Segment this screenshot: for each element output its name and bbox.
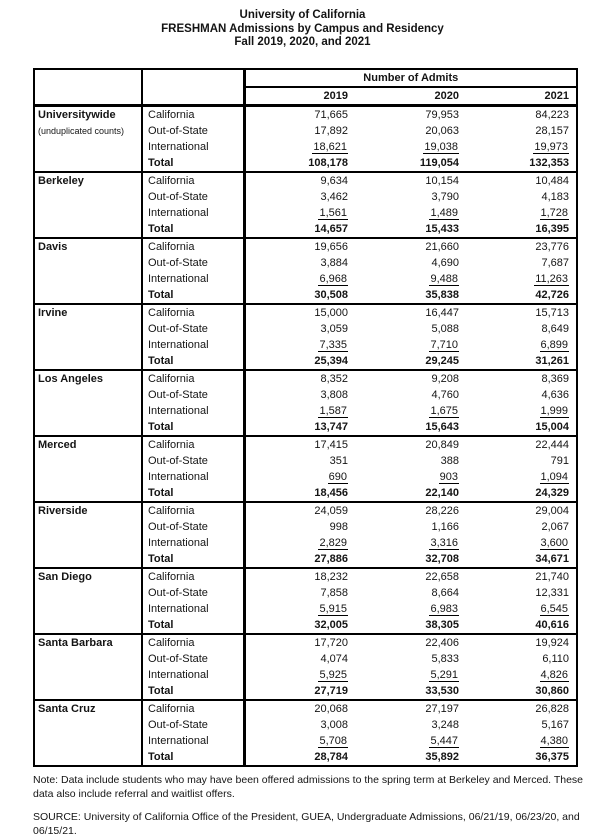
residency-label: Out-of-State: [142, 321, 244, 337]
value-cell: 388: [440, 454, 459, 467]
residency-label: Total: [142, 485, 244, 502]
residency-label: California: [142, 700, 244, 717]
value-cell: 33,530: [425, 684, 459, 697]
table-row: [34, 502, 577, 519]
residency-label: International: [142, 337, 244, 353]
residency-label: California: [142, 436, 244, 453]
value-cell: [466, 337, 577, 353]
underlined-value: 6,968: [319, 272, 347, 285]
value-cell: 18,456: [314, 486, 348, 499]
residency-label: Total: [142, 353, 244, 370]
table-row: [34, 568, 577, 585]
value-cell: 24,329: [535, 486, 570, 499]
value-cell: [466, 403, 577, 419]
value-cell: [355, 601, 466, 617]
value-cell: [244, 733, 355, 749]
underlined-value: 6,983: [430, 602, 458, 615]
campus-name: Berkeley: [38, 174, 84, 187]
residency-label: Total: [142, 287, 244, 304]
campus-name-cell: [34, 502, 142, 568]
campus-name-cell: [34, 370, 142, 436]
value-cell: 27,719: [314, 684, 348, 697]
residency-label: Total: [142, 419, 244, 436]
residency-label: California: [142, 304, 244, 321]
campus-section: [34, 238, 577, 304]
corner-cell-residency: [142, 69, 244, 106]
underlined-value: 4,826: [540, 668, 569, 681]
value-cell: 15,643: [425, 420, 459, 433]
residency-label: Out-of-State: [142, 651, 244, 667]
campus-section: [34, 172, 577, 238]
value-cell: 3,248: [431, 718, 459, 731]
residency-label: International: [142, 601, 244, 617]
value-cell: 3,884: [320, 256, 348, 269]
value-cell: 30,508: [314, 288, 348, 301]
underlined-value: 1,728: [540, 206, 569, 219]
table-header: [34, 69, 577, 106]
value-cell: 28,157: [535, 124, 570, 137]
value-cell: 3,462: [320, 190, 348, 203]
underlined-value: 7,710: [430, 338, 458, 351]
value-cell: 30,860: [535, 684, 570, 697]
campus-name-cell: [34, 700, 142, 766]
value-cell: 8,352: [320, 372, 348, 385]
value-cell: 23,776: [535, 240, 570, 253]
table-row: [34, 634, 577, 651]
value-cell: 6,110: [542, 652, 570, 665]
underlined-value: 19,038: [424, 140, 458, 153]
underlined-value: 3,316: [430, 536, 458, 549]
value-cell: 17,720: [314, 636, 348, 649]
value-cell: 132,353: [529, 156, 570, 169]
value-cell: 22,140: [425, 486, 459, 499]
value-cell: 28,226: [425, 504, 459, 517]
value-cell: 13,747: [314, 420, 348, 433]
campus-section: [34, 436, 577, 502]
table-row: [34, 436, 577, 453]
value-cell: [355, 733, 466, 749]
value-cell: [355, 337, 466, 353]
value-cell: [355, 139, 466, 155]
value-cell: 27,886: [314, 552, 348, 565]
value-cell: [355, 271, 466, 287]
value-cell: 40,616: [535, 618, 570, 631]
underlined-value: 5,447: [430, 734, 458, 747]
value-cell: 27,197: [425, 702, 459, 715]
value-cell: 22,444: [535, 438, 570, 451]
value-cell: [244, 271, 355, 287]
residency-label: California: [142, 370, 244, 387]
admits-table-wrapper: [33, 68, 605, 767]
residency-label: California: [142, 105, 244, 123]
value-cell: [355, 469, 466, 485]
value-cell: 32,708: [425, 552, 459, 565]
value-cell: 3,790: [431, 190, 459, 203]
document-title-block: [0, 0, 605, 50]
year-header-2019: 2019: [323, 89, 348, 102]
campus-name: Davis: [38, 240, 68, 253]
underlined-value: 5,915: [319, 602, 347, 615]
underlined-value: 1,587: [319, 404, 347, 417]
value-cell: 36,375: [535, 750, 570, 763]
value-cell: 29,004: [535, 504, 570, 517]
year-header-2020: 2020: [434, 89, 459, 102]
value-cell: 4,690: [431, 256, 459, 269]
value-cell: 35,892: [425, 750, 459, 763]
residency-label: California: [142, 172, 244, 189]
campus-name-cell: [34, 304, 142, 370]
value-cell: 15,713: [535, 306, 570, 319]
value-cell: 15,004: [535, 420, 570, 433]
campus-name-cell: [34, 436, 142, 502]
value-cell: 35,838: [425, 288, 459, 301]
residency-label: Total: [142, 221, 244, 238]
value-cell: 25,394: [314, 354, 348, 367]
residency-label: California: [142, 568, 244, 585]
campus-note: (unduplicated counts): [38, 125, 125, 136]
value-cell: 42,726: [535, 288, 570, 301]
residency-label: International: [142, 205, 244, 221]
campus-name: Irvine: [38, 306, 68, 319]
residency-label: International: [142, 667, 244, 683]
value-cell: 4,074: [320, 652, 348, 665]
value-cell: 119,054: [419, 156, 459, 169]
residency-label: Total: [142, 749, 244, 766]
underlined-value: 690: [328, 470, 347, 483]
value-cell: [355, 535, 466, 551]
value-cell: 31,261: [535, 354, 570, 367]
value-cell: 32,005: [314, 618, 348, 631]
underlined-value: 5,925: [319, 668, 347, 681]
value-cell: [244, 139, 355, 155]
value-cell: 108,178: [308, 156, 348, 169]
residency-label: Total: [142, 617, 244, 634]
title-line-2: FRESHMAN Admissions by Campus and Residency: [161, 22, 444, 35]
campus-name: Merced: [38, 438, 77, 451]
underlined-value: 4,380: [540, 734, 569, 747]
campus-name: Los Angeles: [38, 372, 103, 385]
value-cell: 20,849: [425, 438, 459, 451]
underlined-value: 1,094: [540, 470, 569, 483]
value-cell: 9,208: [431, 372, 459, 385]
value-cell: 22,658: [425, 570, 459, 583]
value-cell: 7,858: [320, 586, 348, 599]
table-row: [34, 172, 577, 189]
value-cell: 3,008: [320, 718, 348, 731]
source-text: SOURCE: University of California Office of the President, GUEA, Undergraduate Admissions, 06/21/19, 06/23/20, and 06/15/21.: [33, 810, 580, 837]
residency-label: California: [142, 238, 244, 255]
value-cell: [466, 667, 577, 683]
value-cell: 24,059: [314, 504, 348, 517]
residency-label: Out-of-State: [142, 189, 244, 205]
campus-section: [34, 304, 577, 370]
value-cell: 19,924: [535, 636, 570, 649]
campus-name-cell: [34, 634, 142, 700]
residency-label: International: [142, 469, 244, 485]
footnotes: [33, 773, 589, 838]
value-cell: 21,660: [425, 240, 459, 253]
value-cell: [244, 403, 355, 419]
residency-label: Out-of-State: [142, 519, 244, 535]
campus-section: [34, 568, 577, 634]
residency-label: International: [142, 271, 244, 287]
value-cell: 8,649: [541, 322, 570, 335]
value-cell: 351: [329, 454, 348, 467]
residency-label: Out-of-State: [142, 585, 244, 601]
campus-section: [34, 700, 577, 766]
residency-label: Total: [142, 683, 244, 700]
value-cell: [466, 271, 577, 287]
table-row: [34, 304, 577, 321]
value-cell: 79,953: [425, 108, 459, 121]
value-cell: [355, 403, 466, 419]
residency-label: Total: [142, 551, 244, 568]
value-cell: 16,395: [535, 222, 570, 235]
underlined-value: 6,899: [540, 338, 569, 351]
value-cell: [244, 337, 355, 353]
value-cell: 18,232: [314, 570, 348, 583]
underlined-value: 1,561: [319, 206, 347, 219]
value-cell: 12,331: [535, 586, 570, 599]
value-cell: 2,067: [541, 520, 570, 533]
campus-section: [34, 105, 577, 172]
value-cell: 10,154: [425, 174, 459, 187]
residency-label: Out-of-State: [142, 387, 244, 403]
campus-name-cell: [34, 238, 142, 304]
value-cell: 8,369: [541, 372, 570, 385]
underlined-value: 2,829: [319, 536, 347, 549]
residency-label: International: [142, 403, 244, 419]
campus-section: [34, 502, 577, 568]
value-cell: 10,484: [535, 174, 570, 187]
value-cell: 17,415: [314, 438, 348, 451]
group-header-cell: Number of Admits: [244, 69, 577, 87]
campus-section: [34, 634, 577, 700]
table-row: [34, 238, 577, 255]
table-row: [34, 105, 577, 123]
value-cell: 5,833: [431, 652, 459, 665]
value-cell: 15,000: [314, 306, 348, 319]
value-cell: 4,636: [541, 388, 570, 401]
title-line-1: University of California: [239, 9, 366, 21]
value-cell: 20,068: [314, 702, 348, 715]
value-cell: 3,808: [320, 388, 348, 401]
value-cell: 20,063: [425, 124, 459, 137]
year-header-2021: 2021: [544, 89, 570, 102]
value-cell: 38,305: [425, 618, 459, 631]
value-cell: [244, 535, 355, 551]
campus-name: Santa Cruz: [38, 702, 96, 715]
campus-name: Riverside: [38, 504, 88, 517]
value-cell: 3,059: [320, 322, 348, 335]
campus-name: Universitywide: [38, 108, 116, 121]
residency-label: California: [142, 502, 244, 519]
value-cell: 998: [329, 520, 348, 533]
value-cell: 22,406: [425, 636, 459, 649]
value-cell: 7,687: [541, 256, 570, 269]
residency-label: California: [142, 634, 244, 651]
value-cell: 17,892: [314, 124, 348, 137]
value-cell: 21,740: [535, 570, 570, 583]
value-cell: [355, 205, 466, 221]
value-cell: [466, 535, 577, 551]
value-cell: [244, 205, 355, 221]
value-cell: 791: [550, 454, 570, 467]
underlined-value: 1,489: [430, 206, 458, 219]
campus-name: Santa Barbara: [38, 636, 113, 649]
residency-label: Out-of-State: [142, 123, 244, 139]
value-cell: [466, 139, 577, 155]
value-cell: 26,828: [535, 702, 570, 715]
residency-label: Out-of-State: [142, 453, 244, 469]
corner-cell-campus: [34, 69, 142, 106]
value-cell: 5,088: [431, 322, 459, 335]
campus-section: [34, 370, 577, 436]
campus-name-cell: [34, 568, 142, 634]
table-row: [34, 700, 577, 717]
value-cell: 8,664: [431, 586, 459, 599]
campus-name-cell: [34, 172, 142, 238]
value-cell: 28,784: [314, 750, 348, 763]
value-cell: 15,433: [425, 222, 459, 235]
value-cell: 29,245: [425, 354, 459, 367]
underlined-value: 9,488: [430, 272, 458, 285]
underlined-value: 5,291: [430, 668, 458, 681]
underlined-value: 7,335: [319, 338, 347, 351]
underlined-value: 5,708: [319, 734, 347, 747]
admits-table: [33, 68, 578, 767]
value-cell: [466, 601, 577, 617]
value-cell: 5,167: [541, 718, 570, 731]
value-cell: 19,656: [314, 240, 348, 253]
residency-label: Total: [142, 155, 244, 172]
underlined-value: 903: [439, 470, 458, 483]
value-cell: [466, 469, 577, 485]
value-cell: 34,671: [535, 552, 570, 565]
value-cell: [466, 733, 577, 749]
title-line-3: Fall 2019, 2020, and 2021: [234, 36, 371, 48]
value-cell: [244, 667, 355, 683]
residency-label: International: [142, 535, 244, 551]
value-cell: 14,657: [314, 222, 348, 235]
campus-name: San Diego: [38, 570, 92, 583]
underlined-value: 11,263: [535, 272, 569, 285]
underlined-value: 19,973: [534, 140, 569, 153]
value-cell: 16,447: [425, 306, 459, 319]
residency-label: International: [142, 733, 244, 749]
value-cell: 4,760: [431, 388, 459, 401]
value-cell: 1,166: [431, 520, 459, 533]
residency-label: Out-of-State: [142, 717, 244, 733]
value-cell: [466, 205, 577, 221]
value-cell: 9,634: [320, 174, 348, 187]
campus-name-cell: [34, 105, 142, 172]
residency-label: International: [142, 139, 244, 155]
value-cell: 71,665: [314, 108, 348, 121]
residency-label: Out-of-State: [142, 255, 244, 271]
value-cell: 84,223: [535, 108, 570, 121]
value-cell: [355, 667, 466, 683]
value-cell: [244, 601, 355, 617]
group-header-row: [34, 69, 577, 87]
underlined-value: 3,600: [540, 536, 569, 549]
underlined-value: 1,999: [540, 404, 569, 417]
value-cell: [244, 469, 355, 485]
value-cell: 4,183: [541, 190, 570, 203]
note-text: Note: Data include students who may have been offered admissions to the spring term at Berkeley and Merced. These data also include referral and waitlist offers.: [33, 773, 583, 800]
underlined-value: 6,545: [540, 602, 569, 615]
underlined-value: 18,621: [313, 140, 347, 153]
underlined-value: 1,675: [430, 404, 458, 417]
table-row: [34, 370, 577, 387]
